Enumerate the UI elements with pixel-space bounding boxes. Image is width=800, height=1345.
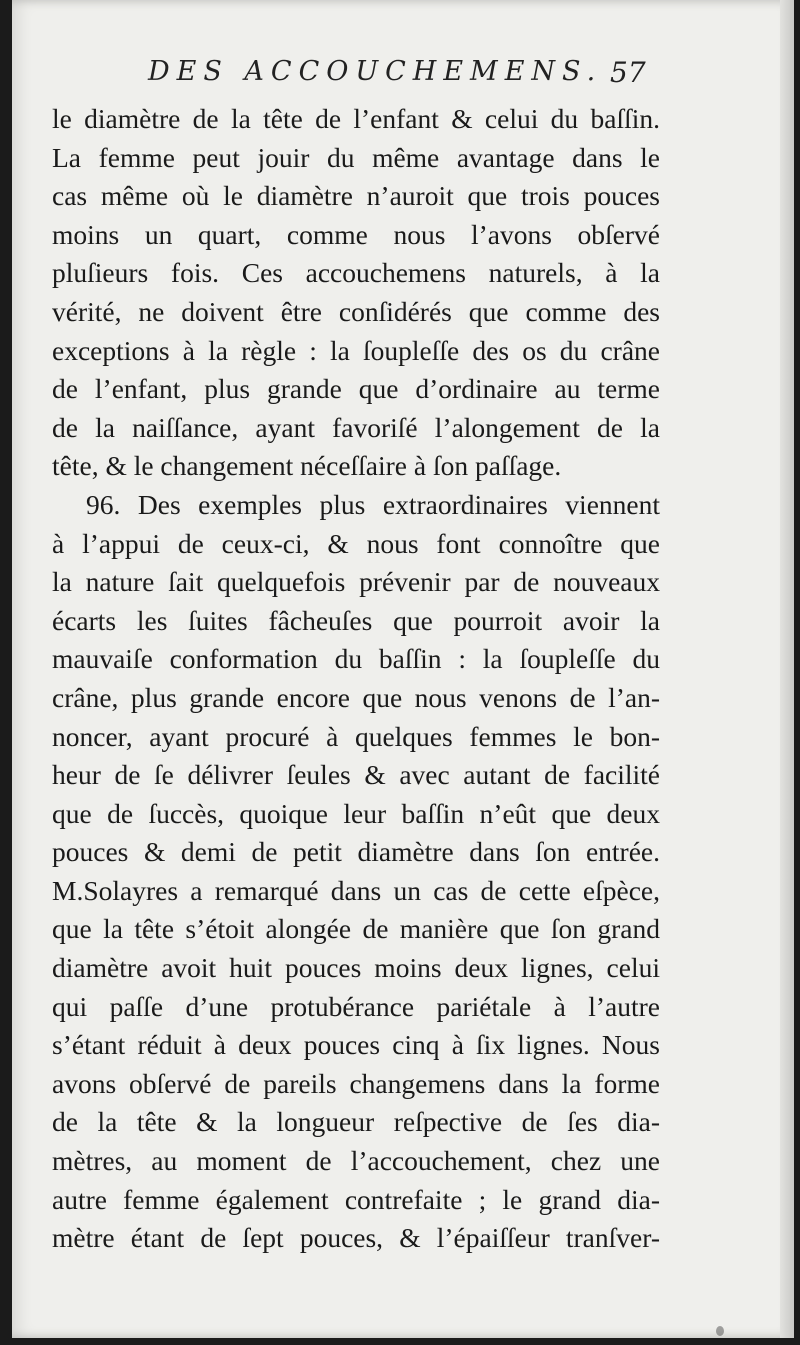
- text-line: la nature ſait quelquefois prévenir par de nouveaux: [52, 566, 660, 598]
- book-page: [12, 0, 794, 1338]
- text-line: pouces & demi de petit diamètre dans ſon entrée.: [52, 836, 660, 868]
- text-line: que la tête s’étoit alongée de manière que ſon grand: [52, 913, 660, 945]
- page-header: [12, 56, 794, 96]
- text-line: écarts les ſuites fâcheuſes que pourroit avoir la: [52, 604, 660, 636]
- text-line: mètres, au moment de l’accouchement, chez une: [52, 1145, 660, 1177]
- text-line: de la naiſſance, ayant favoriſé l’alongement de la: [52, 411, 660, 443]
- page-edge: [780, 0, 794, 1338]
- text-line: crâne, plus grande encore que nous venons de l’an-: [52, 681, 660, 713]
- text-line: diamètre avoit huit pouces moins deux lignes, celui: [52, 952, 660, 984]
- text-line: que de ſuccès, quoique leur baſſin n’eût que deux: [52, 797, 660, 829]
- text-line: avons obſervé de pareils changemens dans la forme: [52, 1067, 660, 1099]
- text-line: autre femme également contrefaite ; le grand dia-: [52, 1183, 660, 1215]
- body-text: [52, 100, 660, 1258]
- text-line: heur de ſe délivrer ſeules & avec autant de facilité: [52, 759, 660, 791]
- running-title: DES ACCOUCHEMENS.: [148, 56, 603, 87]
- text-line: La femme peut jouir du même avantage dans le: [52, 141, 660, 173]
- text-line: le diamètre de la tête de l’enfant & celui du baſſin.: [52, 103, 660, 134]
- text-line: cas même où le diamètre n’auroit que trois pouces: [52, 180, 660, 212]
- text-line: pluſieurs fois. Ces accouchemens naturels, à la: [52, 257, 660, 289]
- text-line: de la tête & la longueur reſpective de ſes dia-: [52, 1106, 660, 1138]
- text-line: mètre étant de ſept pouces, & l’épaiſſeur tranſver-: [52, 1222, 660, 1254]
- ink-speck: [716, 1326, 724, 1336]
- text-line: exceptions à la règle : la ſoupleſſe des os du crâne: [52, 334, 660, 366]
- text-line: moins un quart, comme nous l’avons obſervé: [52, 218, 660, 250]
- page-number: 57: [610, 56, 646, 89]
- text-line: noncer, ayant procuré à quelques femmes le bon-: [52, 720, 660, 752]
- text-line: 96. Des exemples plus extraordinaires viennent: [86, 488, 660, 520]
- text-line: à l’appui de ceux-ci, & nous font connoître que: [52, 527, 660, 559]
- text-line: mauvaiſe conformation du baſſin : la ſoupleſſe du: [52, 643, 660, 675]
- text-line: vérité, ne doivent être conſidérés que comme des: [52, 295, 660, 327]
- text-line: M.Solayres a remarqué dans un cas de cette eſpèce,: [52, 874, 660, 906]
- text-line: tête, & le changement néceſſaire à ſon paſſage.: [52, 450, 562, 482]
- text-line: s’étant réduit à deux pouces cinq à ſix lignes. Nous: [52, 1029, 660, 1061]
- text-line: de l’enfant, plus grande que d’ordinaire au terme: [52, 373, 660, 405]
- text-line: qui paſſe d’une protubérance pariétale à l’autre: [52, 990, 660, 1022]
